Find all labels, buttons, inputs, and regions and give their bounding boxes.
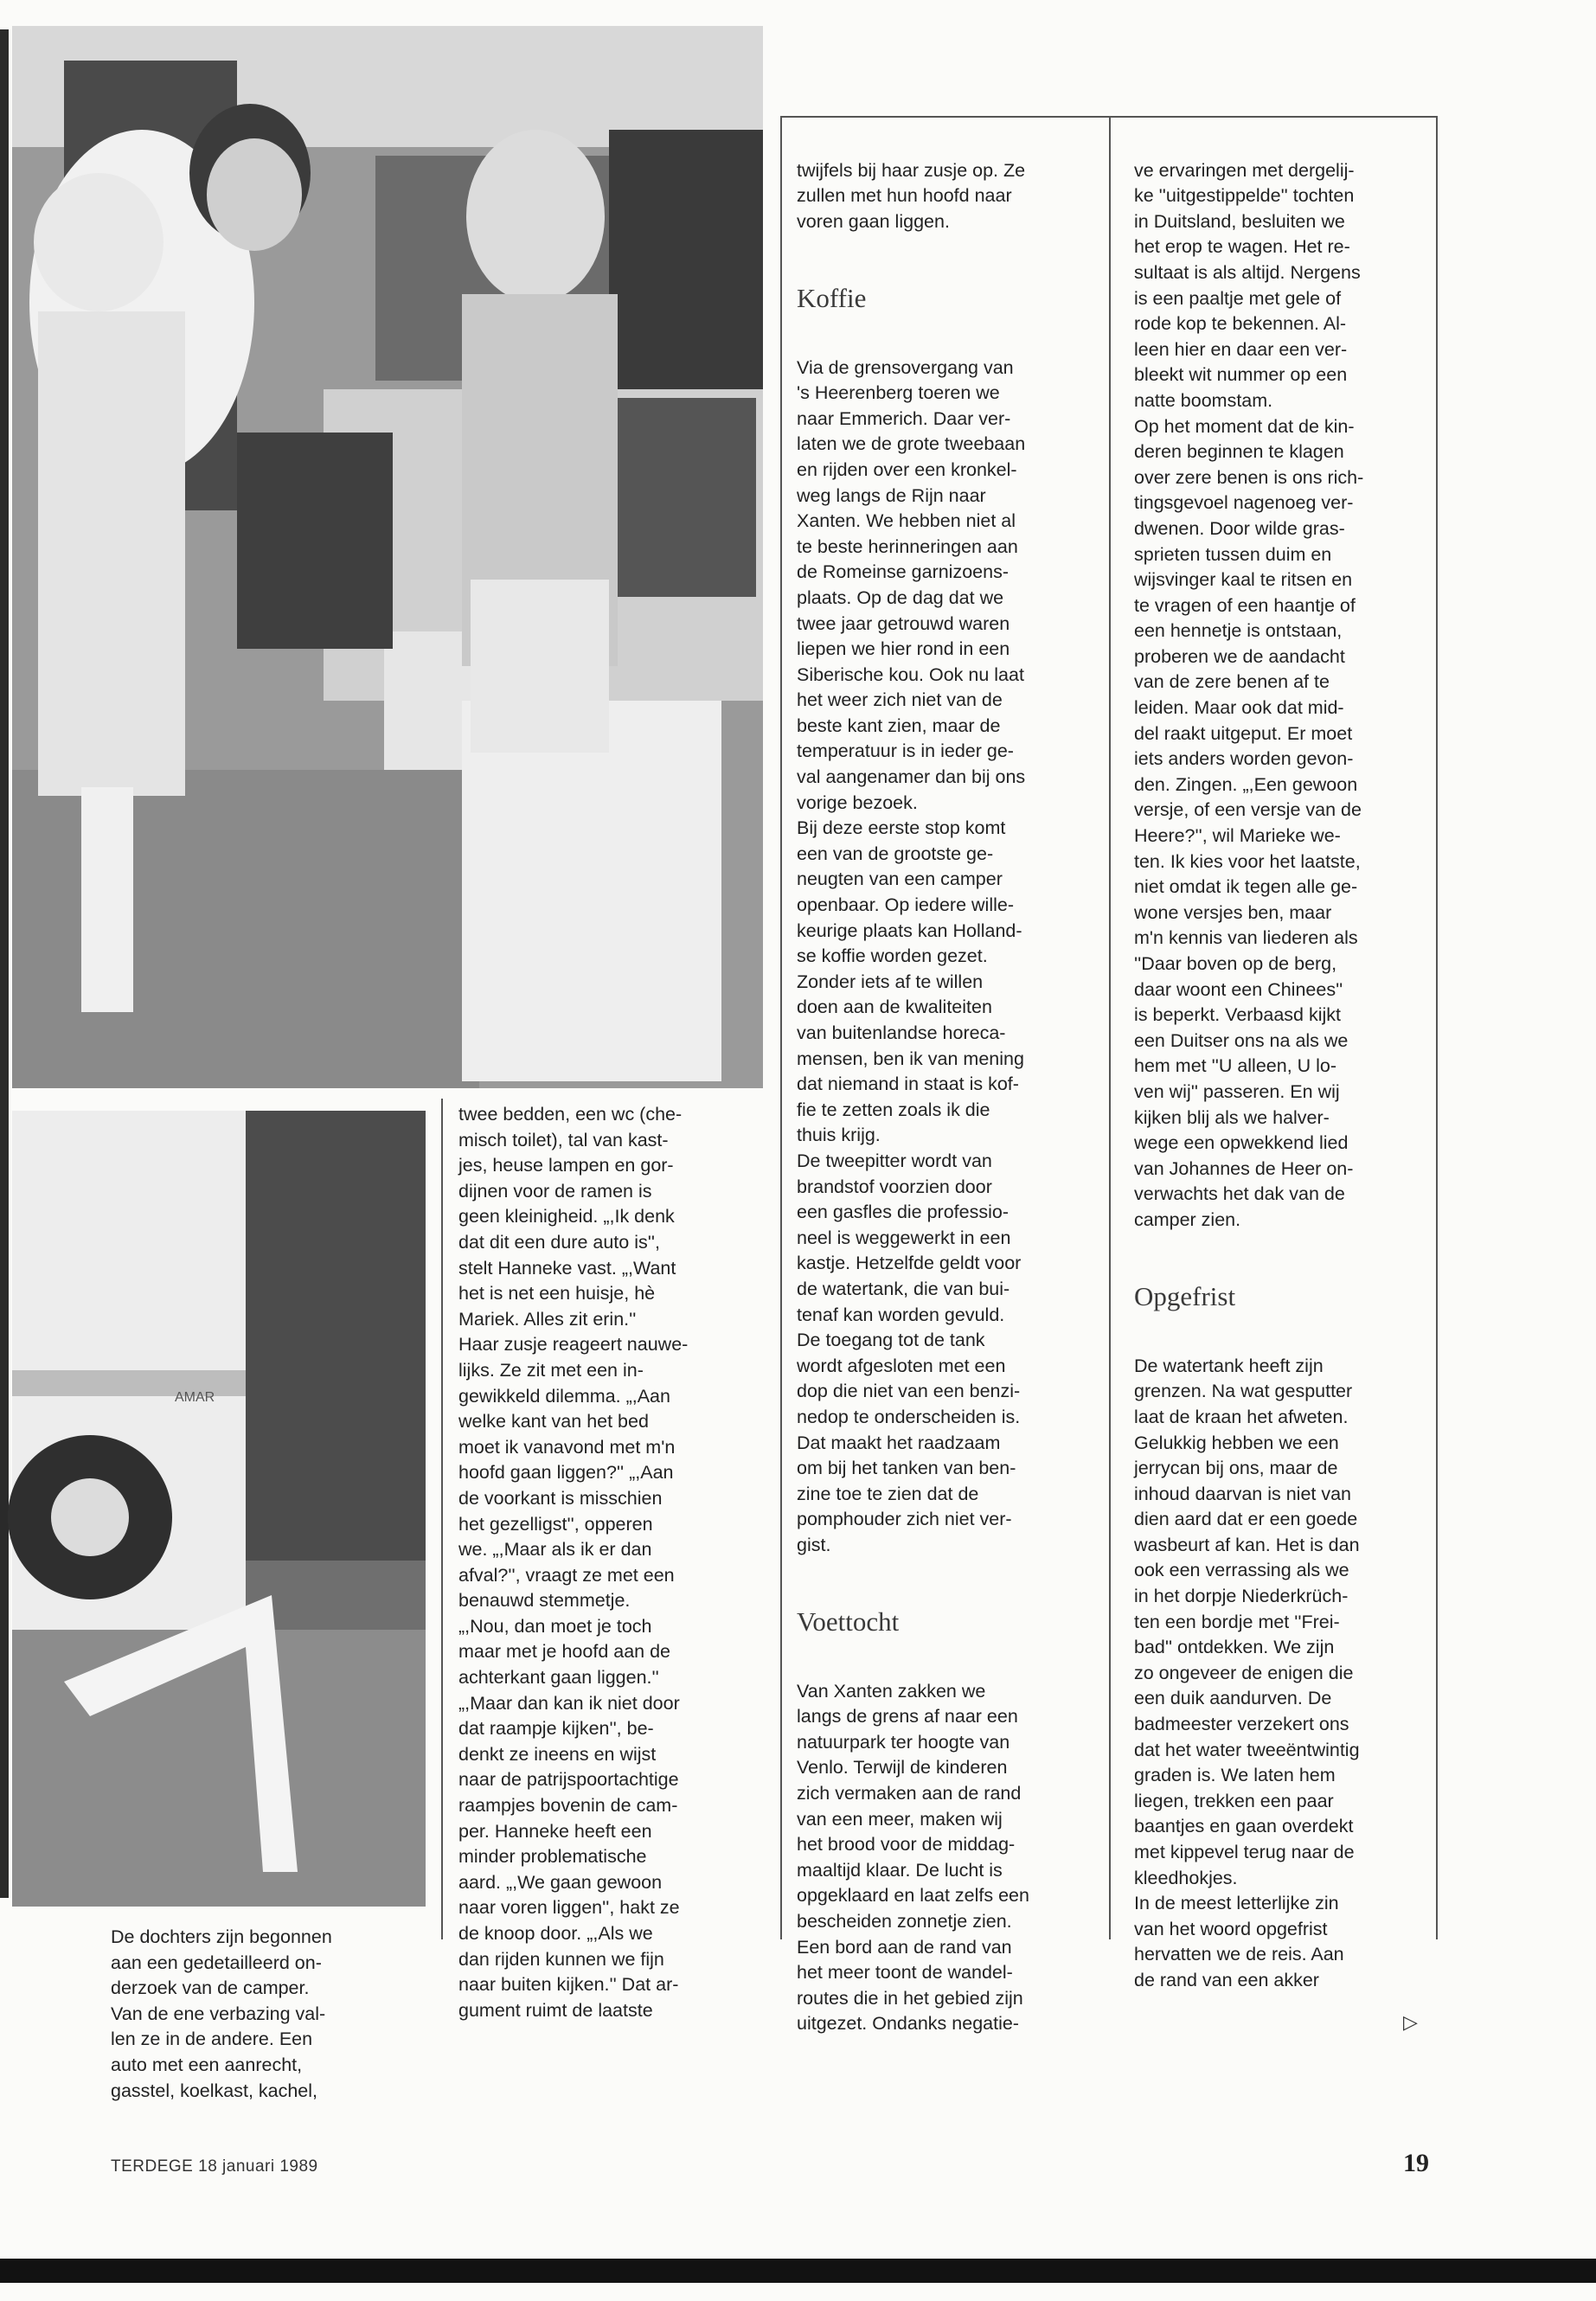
column-3-body-opgefrist: De watertank heeft zijn grenzen. Na wat gesputter laat de kraan het afweten. Gelukkig hebben we een jerrycan bij ons, maar de inhoud daarvan is niet van dien aard dat er een goede wasbeurt af kan. Het is dan ook een verrassing als we in het dorpje Niederkrüch- ten een bordje met ''Frei- bad'' ontdekken. We zijn zo ongeveer de enigen die een duik aandurven. De badmeester verzekert ons dat het water tweeëntwintig graden is. We laten hem liegen, trekken een paar baantjes en gaan overdekt met kippevel terug naar de kleedhokjes. In de meest letterlijke zin van het woord opgefrist hervatten we de reis. Aan de rand van een akker [1134, 1355, 1360, 1990]
photo-camper-exterior [12, 1111, 426, 1907]
heading-voettocht: Voettocht [797, 1606, 900, 1638]
continue-arrow-icon: ▷ [1403, 2012, 1418, 2034]
column-top-rule [780, 116, 1438, 118]
column-rule [441, 1099, 443, 1939]
publication-footer: TERDEGE 18 januari 1989 [111, 2157, 318, 2176]
column-2-body-koffie: Via de grensovergang van 's Heerenberg toeren we naar Emmerich. Daar ver- laten we de grote tweebaan en rijden over een kronkel- weg langs de Rijn naar Xanten. We hebben niet al te beste herinneringen aan de Romeinse garnizoens- plaats. Op de dag dat we twee jaar getrouwd waren liepen we hier rond in een Siberische kou. Ook nu laat het weer zich niet van de beste kant zien, maar de temperatuur is in ieder ge- val aangenamer dan bij ons vorige bezoek. Bij deze eerste stop komt een van de grootste ge- neugten van een camper openbaar. Op iedere wille- keurige plaats kan Holland- se koffie worden gezet. Zonder iets af te willen doen aan de kwaliteiten van buitenlandse horeca- mensen, ben ik van mening dat niemand in staat is kof- fie te zetten zoals ik die thuis krijg. De tweepitter wordt van brandstof voorzien door een gasfles die professio- neel is weggewerkt in een kastje. Hetzelfde geldt voor de watertank, die van bui- tenaf kan worden gevuld. De toegang tot de tank wordt afgesloten met een dop die niet van een benzi- nedop te onderscheiden is. Dat maakt het raadzaam om bij het tanken van ben- zine toe te zien dat de pomphouder zich niet ver- gist. [797, 356, 1026, 1555]
scan-bottom-bar [0, 2259, 1596, 2283]
photo-camper-interior [12, 26, 763, 1088]
page-number: 19 [1403, 2149, 1429, 2177]
heading-opgefrist: Opgefrist [1134, 1281, 1236, 1312]
scan-edge-bar [0, 29, 9, 1898]
article-column-1: twee bedden, een wc (che- misch toilet), tal van kast- jes, heuse lampen en gor- dijnen voor de ramen is geen kleinigheid. „,Ik denk dat dit een dure auto is'', stelt Hanneke vast. „,Want het is net een huisje, hè Mariek. Alles zit erin.'' Haar zusje reageert nauwe- lijks. Ze zit met een in- gewikkeld dilemma. „,Aan welke kant van het bed moet ik vanavond met m'n hoofd gaan liggen?'' „,Aan de voorkant is misschien het gezelligst'', opperen we. „,Maar als ik er dan afval?'', vraagt ze met een benauwd stemmetje. „,Nou, dan moet je toch maar met je hoofd aan de achterkant gaan liggen.'' „,Maar dan kan ik niet door dat raampje kijken'', be- denkt ze ineens en wijst naar de patrijspoortachtige raampjes bovenin de cam- per. Hanneke heeft een minder problematische aard. „,We gaan gewoon naar voren liggen'', hakt ze de knoop door. „,Als we dan rijden kunnen we fijn naar buiten kijken.'' Dat ar- gument ruimt de laatste [458, 1104, 689, 2021]
column-2-body-voettocht: Van Xanten zakken we langs de grens af naar een natuurpark ter hoogte van Venlo. Terwijl de kinderen zich vermaken aan de rand van een meer, maken wij het brood voor de middag- maaltijd klaar. De lucht is opgeklaard en laat zelfs een bescheiden zonnetje zien. Een bord aan de rand van het meer toont de wandel- routes die in het gebied zijn uitgezet. Ondanks negatie- [797, 1680, 1029, 2035]
column-3-body: ve ervaringen met dergelij- ke ''uitgestippelde'' tochten in Duitsland, besluiten we het erop te wagen. Het re- sultaat is als altijd. Nergens is een paaltje met gele of rode kop te bekennen. Al- leen hier en daar een ver- bleekt wit nummer op een natte boomstam. Op het moment dat de kin- deren beginnen te klagen over zere benen is ons rich- tingsgevoel nagenoeg ver- dwenen. Door wilde gras- sprieten tussen duim en wijsvinger kaal te ritsen en te vragen of een haantje of een hennetje is ontstaan, proberen we de aandacht van de zere benen af te leiden. Maar ook dat mid- del raakt uitgeput. Er moet iets anders worden gevon- den. Zingen. „,Een gewoon versje, of een versje van de Heere?'', wil Marieke we- ten. Ik kies voor het laatste, niet omdat ik tegen alle ge- wone versjes ben, maar m'n kennis van liederen als ''Daar boven op de berg, daar woont een Chinees'' is beperkt. Verbaasd kijkt een Duitser ons na als we hem met ''U alleen, U lo- ven wij'' passeren. En wij kijken blij als we halver- wege een opwekkend lied van Johannes de Heer on- verwachts het dak van de camper zien. [1134, 159, 1364, 1230]
column-rule [780, 116, 782, 1939]
heading-koffie: Koffie [797, 282, 867, 313]
photo-caption: De dochters zijn begonnen aan een gedetailleerd on- derzoek van de camper. Van de ene verbazing val- len ze in de andere. Een auto met een aanrecht, gasstel, koelkast, kachel, [111, 1926, 332, 2101]
column-rule [1109, 116, 1111, 1939]
vehicle-badge: AMAR [175, 1390, 215, 1405]
column-2-intro: twijfels bij haar zusje op. Ze zullen met hun hoofd naar voren gaan liggen. [797, 159, 1026, 232]
column-rule [1436, 116, 1438, 1939]
article-column-3 [1134, 132, 1433, 1990]
article-column-2 [797, 132, 1099, 2035]
